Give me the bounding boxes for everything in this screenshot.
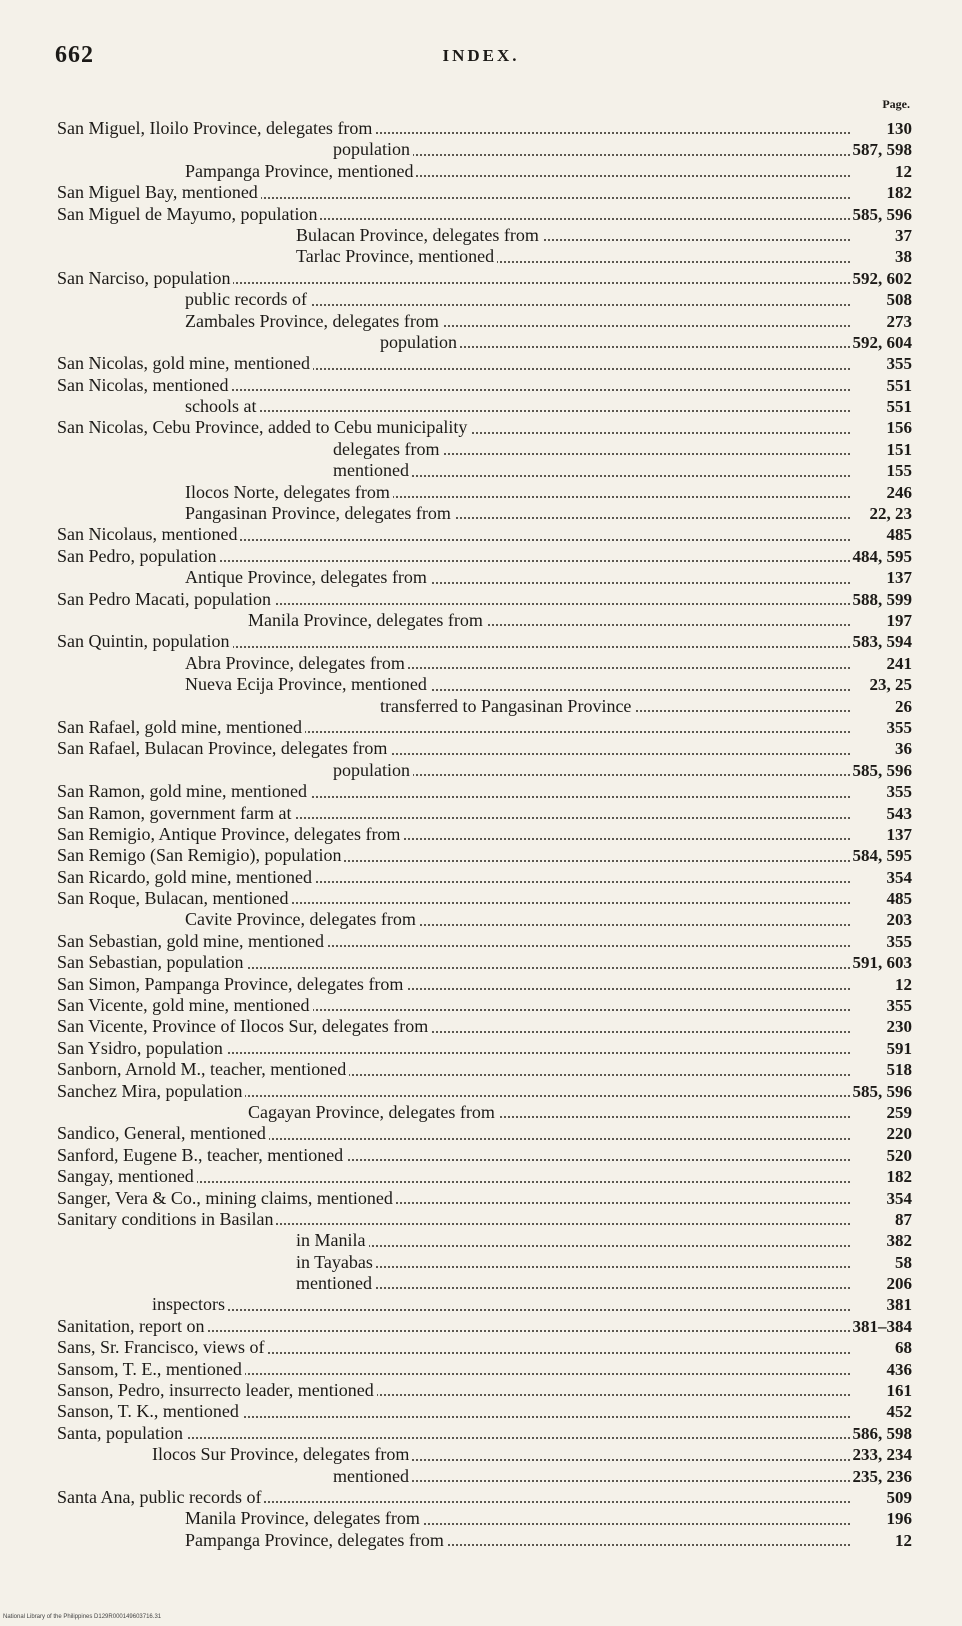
entry-heading [57,1337,850,1358]
entry-text: Sanson, T. K., mentioned [57,1401,242,1421]
entry-heading [185,503,850,524]
index-entry [0,161,962,182]
entry-heading [333,760,850,781]
entry-text: in Manila [296,1230,369,1250]
entry-page-ref: 259 [886,1102,912,1122]
index-entry [0,1530,962,1551]
entry-heading [248,1102,850,1123]
entry-page-ref: 436 [886,1359,912,1379]
entry-text: Manila Province, delegates from [248,610,486,630]
dot-leader [296,1245,850,1247]
entry-text: population [380,332,460,352]
entry-heading [333,460,850,481]
entry-page-ref: 161 [886,1381,912,1401]
dot-leader [296,1266,850,1268]
entry-page-ref: 206 [886,1274,912,1294]
entry-text: Cagayan Province, delegates from [248,1102,498,1122]
index-entry [0,503,962,524]
entry-text: San Nicolas, gold mine, mentioned [57,353,313,373]
entry-heading [57,1487,850,1508]
entry-page-ref: 485 [886,525,912,545]
dot-leader [185,410,850,412]
index-entry [0,118,962,139]
entry-heading [57,1038,850,1059]
entry-page-ref: 196 [886,1509,912,1529]
entry-text: San Roque, Bulacan, mentioned [57,888,291,908]
entry-text: San Ricardo, gold mine, mentioned [57,867,315,887]
entry-page-ref: 355 [886,996,912,1016]
entry-heading [152,1444,850,1465]
entry-page-ref: 156 [886,418,912,438]
entry-page-ref: 68 [895,1338,912,1358]
entry-page-ref: 137 [886,824,912,844]
entry-text: Sanchez Mira, population [57,1081,245,1101]
index-entry [0,417,962,438]
entry-heading [57,204,850,225]
entry-page-ref: 273 [886,311,912,331]
index-entry [0,952,962,973]
entry-text: in Tayabas [296,1252,376,1272]
entry-text: Antique Province, delegates from [185,567,430,587]
entry-heading [185,567,850,588]
index-entry [0,1444,962,1465]
entry-page-ref: 585, 596 [852,204,912,224]
index-entry [0,995,962,1016]
index-entry [0,674,962,695]
index-entry [0,1508,962,1529]
entry-page-ref: 137 [886,568,912,588]
entry-page-ref: 197 [886,610,912,630]
entry-heading [296,225,850,246]
index-entry [0,760,962,781]
entry-heading [57,375,850,396]
entry-text: Zambales Province, delegates from [185,311,442,331]
entry-text: San Sebastian, gold mine, mentioned [57,931,327,951]
index-entry [0,1252,962,1273]
entry-text: San Ramon, gold mine, mentioned [57,781,310,801]
index-entries [0,118,962,1551]
index-entry [0,1423,962,1444]
entry-heading [57,1081,850,1102]
entry-text: San Simon, Pampanga Province, delegates from [57,974,406,994]
entry-text: Ilocos Norte, delegates from [185,482,393,502]
index-entry [0,1401,962,1422]
entry-text: Bulacan Province, delegates from [296,225,542,245]
index-entry [0,717,962,738]
entry-heading [57,1188,850,1209]
entry-page-ref: 452 [886,1402,912,1422]
entry-text: Sanborn, Arnold M., teacher, mentioned [57,1059,349,1079]
entry-heading [185,1508,850,1529]
index-entry [0,1294,962,1315]
entry-text: San Rafael, Bulacan Province, delegates from [57,738,390,758]
entry-page-ref: 151 [886,439,912,459]
entry-text: San Nicolas, Cebu Province, added to Cebu municipality [57,417,470,437]
entry-heading [185,161,850,182]
entry-text: Cavite Province, delegates from [185,909,419,929]
entry-page-ref: 584, 595 [852,846,912,866]
entry-heading [57,931,850,952]
entry-page-ref: 203 [886,910,912,930]
index-entry [0,460,962,481]
entry-page-ref: 382 [886,1231,912,1251]
index-entry [0,268,962,289]
entry-heading [57,803,850,824]
entry-page-ref: 155 [886,461,912,481]
entry-page-ref: 355 [886,782,912,802]
entry-heading [57,417,850,438]
index-entry [0,888,962,909]
entry-heading [57,717,850,738]
scan-footer: National Library of the Philippines D129R000149603716.31 [3,1614,162,1620]
entry-page-ref: 591, 603 [852,953,912,973]
entry-heading [57,1316,850,1337]
entry-page-ref: 587, 598 [852,140,912,160]
entry-text: Sanitary conditions in Basilan [57,1209,276,1229]
entry-heading [57,1059,850,1080]
entry-heading [57,1016,850,1037]
entry-page-ref: 551 [886,375,912,395]
index-entry [0,1209,962,1230]
index-entry [0,332,962,353]
entry-page-ref: 38 [895,247,912,267]
entry-heading [57,546,850,567]
entry-text: transferred to Pangasinan Province [380,696,634,716]
page-column-label: Page. [882,97,910,111]
index-entry [0,845,962,866]
entry-text: Sansom, T. E., mentioned [57,1359,245,1379]
entry-page-ref: 591 [886,1038,912,1058]
entry-page-ref: 230 [886,1017,912,1037]
index-entry [0,1059,962,1080]
entry-page-ref: 508 [886,290,912,310]
entry-page-ref: 592, 604 [852,332,912,352]
entry-text: Sanford, Eugene B., teacher, mentioned [57,1145,346,1165]
entry-page-ref: 87 [895,1209,912,1229]
entry-text: public records of [185,289,310,309]
entry-text: Abra Province, delegates from [185,653,408,673]
entry-heading [185,653,850,674]
entry-text: San Miguel Bay, mentioned [57,182,261,202]
entry-text: San Sebastian, population [57,952,246,972]
dot-leader [296,1287,850,1289]
entry-text: San Nicolaus, mentioned [57,524,240,544]
entry-text: Santa, population [57,1423,186,1443]
entry-heading [380,696,850,717]
entry-page-ref: 233, 234 [852,1445,912,1465]
entry-text: Tarlac Province, mentioned [296,246,497,266]
entry-page-ref: 12 [895,161,912,181]
entry-page-ref: 130 [886,119,912,138]
entry-page-ref: 26 [895,696,912,716]
entry-heading [57,824,850,845]
entry-page-ref: 381 [886,1295,912,1315]
index-entry [0,909,962,930]
entry-page-ref: 235, 236 [852,1466,912,1486]
entry-page-ref: 354 [886,1188,912,1208]
entry-heading [152,1294,850,1315]
entry-heading [57,118,850,139]
entry-heading [57,781,850,802]
entry-text: schools at [185,396,260,416]
index-entry [0,289,962,310]
index-entry [0,375,962,396]
index-entry [0,1102,962,1123]
index-entry [0,1188,962,1209]
index-entry [0,1316,962,1337]
entry-heading [57,268,850,289]
index-entry [0,974,962,995]
entry-heading [185,909,850,930]
entry-heading [296,246,850,267]
entry-heading [333,439,850,460]
entry-page-ref: 543 [886,803,912,823]
entry-text: population [333,139,413,159]
entry-text: Pampanga Province, delegates from [185,1530,447,1550]
entry-text: San Nicolas, mentioned [57,375,231,395]
entry-page-ref: 355 [886,931,912,951]
index-entry [0,139,962,160]
entry-text: Sandico, General, mentioned [57,1123,269,1143]
index-entry [0,631,962,652]
index-entry [0,246,962,267]
entry-heading [185,396,850,417]
index-entry [0,610,962,631]
entry-page-ref: 592, 602 [852,268,912,288]
page-number: 662 [55,42,94,68]
entry-text: San Rafael, gold mine, mentioned [57,717,305,737]
index-entry [0,803,962,824]
entry-heading [57,974,850,995]
entry-page-ref: 23, 25 [869,675,912,695]
index-entry [0,482,962,503]
entry-text: San Miguel, Iloilo Province, delegates from [57,118,375,138]
entry-page-ref: 220 [886,1124,912,1144]
entry-page-ref: 484, 595 [852,546,912,566]
entry-text: San Pedro, population [57,546,220,566]
entry-page-ref: 520 [886,1145,912,1165]
entry-text: Santa Ana, public records of [57,1487,264,1507]
entry-text: San Ysidro, population [57,1038,226,1058]
entry-page-ref: 354 [886,867,912,887]
index-entry [0,396,962,417]
index-entry [0,1145,962,1166]
entry-heading [57,888,850,909]
entry-heading [57,995,850,1016]
index-entry [0,1038,962,1059]
entry-page-ref: 588, 599 [852,589,912,609]
entry-heading [57,1380,850,1401]
entry-text: San Miguel de Mayumo, population [57,204,320,224]
index-entry [0,696,962,717]
entry-heading [57,1123,850,1144]
entry-page-ref: 182 [886,1167,912,1187]
entry-text: mentioned [296,1273,375,1293]
entry-heading [57,589,850,610]
entry-heading [333,139,850,160]
entry-text: San Narciso, population [57,268,233,288]
index-entry [0,182,962,203]
entry-heading [57,1209,850,1230]
index-entry [0,1359,962,1380]
entry-heading [57,524,850,545]
entry-page-ref: 246 [886,482,912,502]
index-entry [0,1487,962,1508]
index-entry [0,589,962,610]
entry-heading [380,332,850,353]
index-entry [0,1466,962,1487]
entry-text: San Ramon, government farm at [57,803,294,823]
index-entry [0,1166,962,1187]
entry-heading [57,1359,850,1380]
entry-heading [57,1145,850,1166]
entry-text: Pangasinan Province, delegates from [185,503,454,523]
index-entry [0,1016,962,1037]
index-entry [0,439,962,460]
entry-heading [185,1530,850,1551]
entry-text: Sangay, mentioned [57,1166,197,1186]
entry-page-ref: 355 [886,354,912,374]
entry-text: San Remigio, Antique Province, delegates from [57,824,403,844]
entry-heading [333,1466,850,1487]
entry-heading [296,1273,850,1294]
index-entry [0,931,962,952]
entry-page-ref: 585, 596 [852,760,912,780]
entry-page-ref: 182 [886,183,912,203]
index-entry [0,1230,962,1251]
index-entry [0,1081,962,1102]
entry-heading [57,353,850,374]
entry-heading [57,1423,850,1444]
index-entry [0,738,962,759]
entry-page-ref: 509 [886,1488,912,1507]
entry-text: population [333,760,413,780]
entry-heading [57,738,850,759]
entry-heading [296,1252,850,1273]
entry-text: Ilocos Sur Province, delegates from [152,1444,412,1464]
entry-heading [185,482,850,503]
index-entry [0,567,962,588]
entry-text: mentioned [333,460,412,480]
entry-text: Nueva Ecija Province, mentioned [185,674,430,694]
index-entry [0,353,962,374]
entry-page-ref: 241 [886,653,912,673]
index-entry [0,546,962,567]
entry-heading [57,182,850,203]
entry-text: San Pedro Macati, population [57,589,274,609]
entry-heading [185,311,850,332]
entry-heading [248,610,850,631]
index-entry [0,1337,962,1358]
entry-heading [296,1230,850,1251]
entry-heading [57,1166,850,1187]
entry-text: San Quintin, population [57,631,233,651]
entry-heading [57,952,850,973]
entry-page-ref: 381–384 [852,1316,912,1336]
entry-heading [57,845,850,866]
index-entry [0,781,962,802]
entry-heading [185,674,850,695]
entry-text: delegates from [333,439,442,459]
entry-heading [57,1401,850,1422]
entry-page-ref: 22, 23 [869,504,912,524]
index-entry [0,824,962,845]
entry-page-ref: 12 [895,1530,912,1550]
entry-heading [57,867,850,888]
entry-text: inspectors [152,1294,228,1314]
index-entry [0,225,962,246]
entry-text: San Vicente, gold mine, mentioned [57,995,313,1015]
entry-page-ref: 355 [886,717,912,737]
dot-leader [152,1309,850,1311]
index-entry [0,653,962,674]
entry-text: San Remigo (San Remigio), population [57,845,344,865]
index-entry [0,1123,962,1144]
entry-text: Manila Province, delegates from [185,1508,423,1528]
entry-page-ref: 37 [895,225,912,245]
index-entry [0,204,962,225]
entry-text: Sanitation, report on [57,1316,207,1336]
entry-heading [57,631,850,652]
entry-text: mentioned [333,1466,412,1486]
entry-page-ref: 58 [895,1252,912,1272]
entry-text: Pampanga Province, mentioned [185,161,416,181]
entry-heading [185,289,850,310]
entry-page-ref: 518 [886,1060,912,1080]
entry-page-ref: 551 [886,397,912,417]
index-entry [0,1273,962,1294]
entry-page-ref: 586, 598 [852,1423,912,1443]
entry-page-ref: 583, 594 [852,632,912,652]
entry-text: Sanger, Vera & Co., mining claims, mentioned [57,1188,396,1208]
index-entry [0,867,962,888]
entry-text: Sanson, Pedro, insurrecto leader, mentioned [57,1380,377,1400]
page-header: INDEX. [442,46,520,65]
index-entry [0,311,962,332]
index-entry [0,1380,962,1401]
entry-page-ref: 485 [886,889,912,909]
index-entry [0,524,962,545]
entry-page-ref: 585, 596 [852,1081,912,1101]
entry-page-ref: 36 [895,739,912,759]
entry-page-ref: 12 [895,974,912,994]
entry-text: San Vicente, Province of Ilocos Sur, delegates from [57,1016,431,1036]
entry-text: Sans, Sr. Francisco, views of [57,1337,267,1357]
